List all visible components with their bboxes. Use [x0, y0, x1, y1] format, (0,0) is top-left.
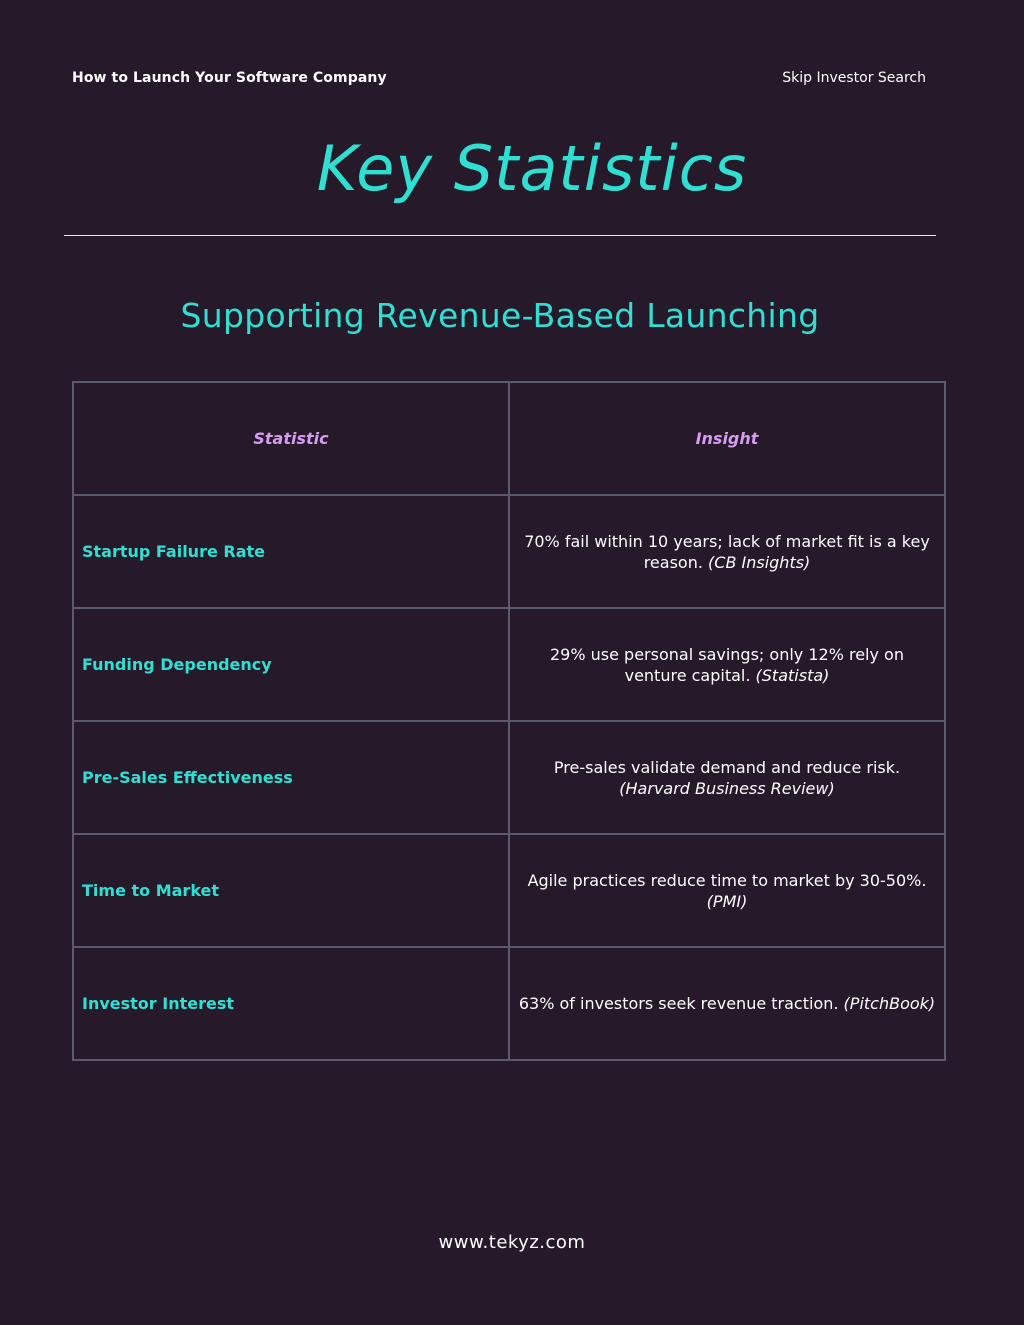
table-row [73, 947, 945, 1060]
insight-cell [509, 608, 945, 721]
insight-source: (PitchBook) [843, 994, 936, 1013]
insight-text: Agile practices reduce time to market by 30-50%. [527, 870, 927, 890]
insight-source: (Harvard Business Review) [619, 778, 835, 798]
column-header-insight: Insight [509, 382, 945, 495]
page-subtitle: Supporting Revenue-Based Launching [180, 296, 820, 335]
statistic-cell: Startup Failure Rate [73, 495, 509, 608]
table-row [73, 721, 945, 834]
table-row [73, 495, 945, 608]
title-divider [64, 235, 936, 236]
insight-cell [509, 834, 945, 947]
insight-source: (PMI) [706, 891, 748, 911]
statistics-table [72, 381, 946, 1061]
section-label: Skip Investor Search [782, 70, 926, 86]
page-title: Key Statistics [316, 132, 748, 205]
statistic-cell: Pre-Sales Effectiveness [73, 721, 509, 834]
column-header-statistic: Statistic [73, 382, 509, 495]
insight-source: (Statista) [755, 665, 830, 685]
insight-cell [509, 495, 945, 608]
statistic-cell: Investor Interest [73, 947, 509, 1060]
table-row [73, 608, 945, 721]
insight-source: (CB Insights) [708, 552, 811, 572]
insight-text: Pre-sales validate demand and reduce risk. [553, 757, 901, 777]
document-series-title: How to Launch Your Software Company [72, 70, 387, 86]
insight-text: 70% fail within 10 years; lack of market fit is a key reason. [524, 531, 930, 572]
statistic-cell: Time to Market [73, 834, 509, 947]
footer-website-url: www.tekyz.com [438, 1232, 586, 1253]
insight-text: 29% use personal savings; only 12% rely on venture capital. [550, 644, 904, 685]
statistic-cell: Funding Dependency [73, 608, 509, 721]
insight-cell [509, 947, 945, 1060]
table-row [73, 834, 945, 947]
insight-cell [509, 721, 945, 834]
table-header-row [73, 382, 945, 495]
insight-text: 63% of investors seek revenue traction. [518, 994, 839, 1013]
